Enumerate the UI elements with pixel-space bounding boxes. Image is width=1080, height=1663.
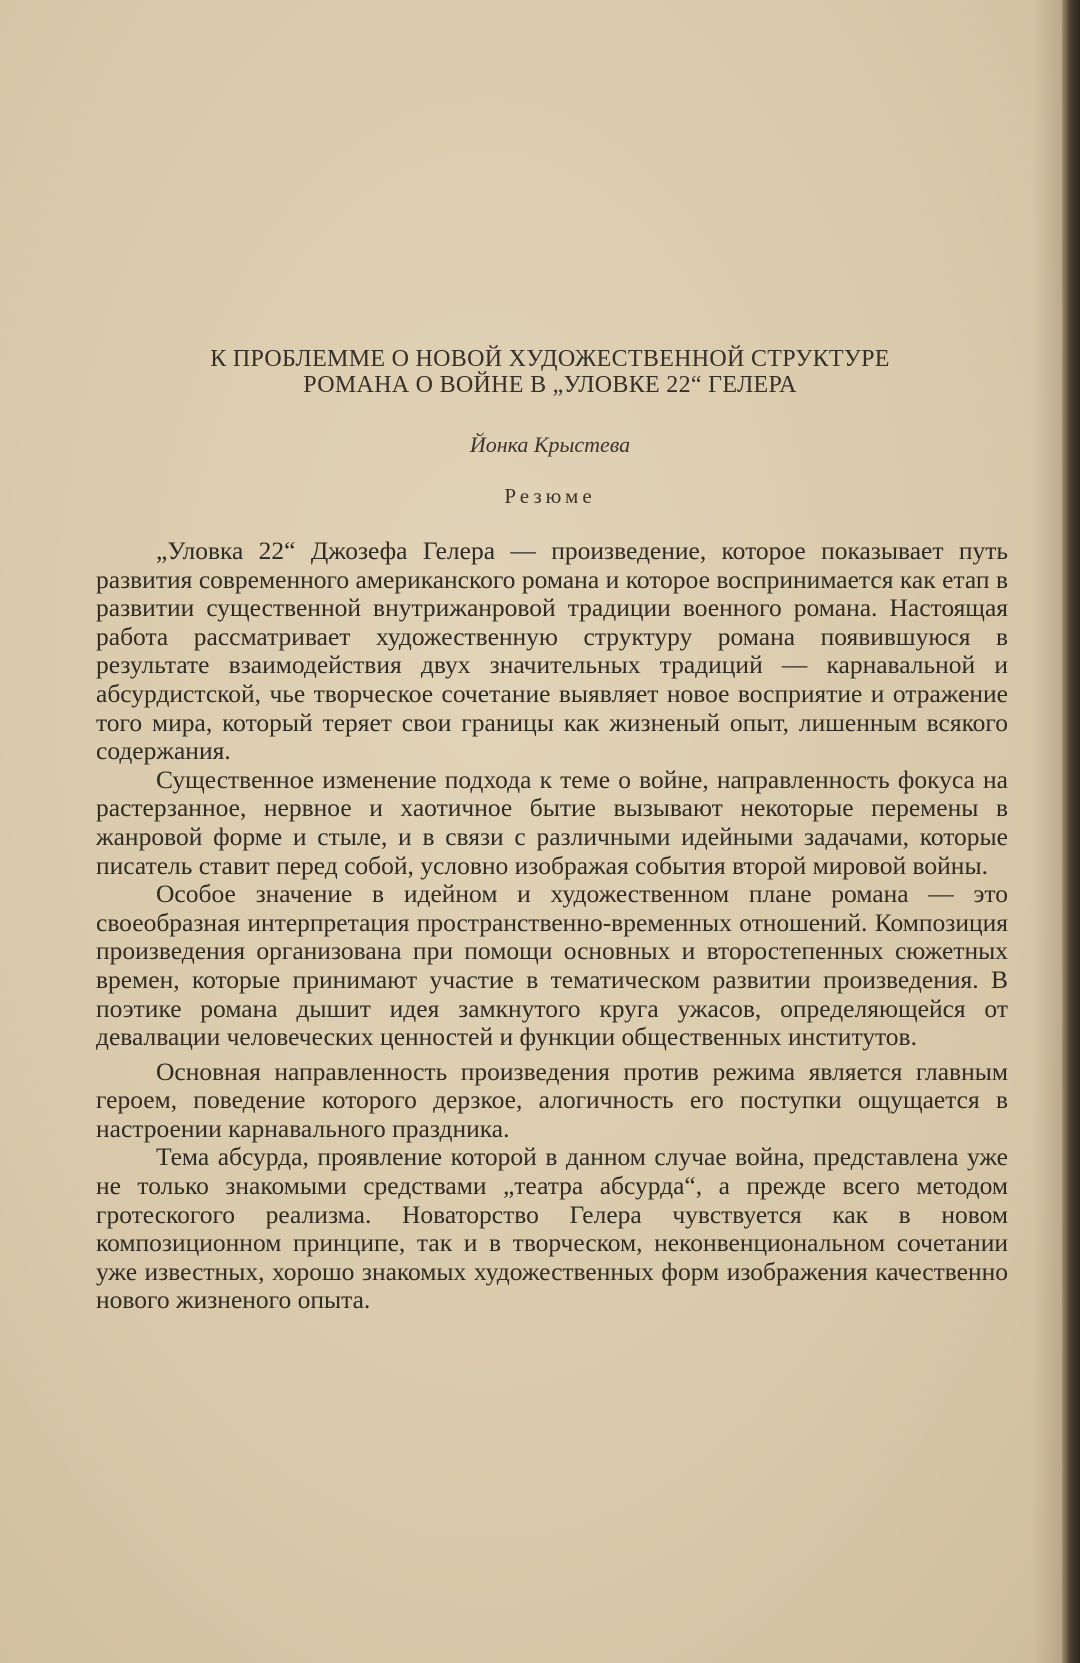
article-title xyxy=(150,346,950,398)
author-name: Йонка Крыстева xyxy=(469,432,631,457)
paragraph-3: Особое значение в идейном и художественном плане романа — это своеобразная интерпретация пространственно-временных отношений. Композиция произведения организована при помощи основных и второстепенных сюжетных времен, которые принимают участие в тематическом развитии произведения. В поэтике романа дышит идея замкнутого круга ужасов, определяющейся от девалвации человеческих ценностей и функции общественных институтов. xyxy=(96,879,1008,1052)
paragraph-4: Основная направленность произведения против режима является главным героем, поведение которого дерзкое, алогичность его поступки ощущается в настроении карнавального праздника. xyxy=(96,1056,1008,1143)
book-spine xyxy=(1062,0,1080,1663)
section-heading: Резюме xyxy=(504,484,596,508)
summary-body xyxy=(96,537,1008,1315)
article-title-line-1: К ПРОБЛЕММЕ О НОВОЙ ХУДОЖЕСТВЕННОЙ СТРУКТУРЕ xyxy=(210,346,890,372)
paragraph-2: Существенное изменение подхода к теме о войне, направленность фокуса на растерзанное, нервное и хаотичное бытие вызывают некоторые перемены в жанровой форме и стыле, и в связи с различными идейными задачами, которые писатель ставит перед собой, условно изображая события второй мировой войны. xyxy=(96,764,1008,880)
article-title-line-2: РОМАНА О ВОЙНЕ В „УЛОВКЕ 22“ ГЕЛЕРА xyxy=(303,372,797,398)
binding-shadow xyxy=(1032,0,1062,1663)
paragraph-1: „Уловка 22“ Джозефа Гелера — произведение, которое показывает путь развития современного американского романа и которое воспринимается как етап в развитии существенной внутрижанровой традиции военного романа. Настоящая работа рассматривает художественную структуру романа появившуюся в результате взаимодействия двух значительных традиций — карнавальной и абсурдистской, чье творческое сочетание выявляет новое восприятие и отражение того мира, который теряет свои границы как жизненый опыт, лишенным всякого содержания. xyxy=(96,536,1008,766)
paragraph-5: Тема абсурда, проявление которой в данном случае война, представлена уже не только знакомыми средствами „театра абсурда“, а прежде всего методом гротескогого реализма. Новаторство Гелера чувствуется как в новом композиционном принципе, так и в творческом, неконвенциональном сочетании уже известных, хорошо знакомых художественных форм изображения качественно нового жизненого опыта. xyxy=(96,1142,1008,1315)
